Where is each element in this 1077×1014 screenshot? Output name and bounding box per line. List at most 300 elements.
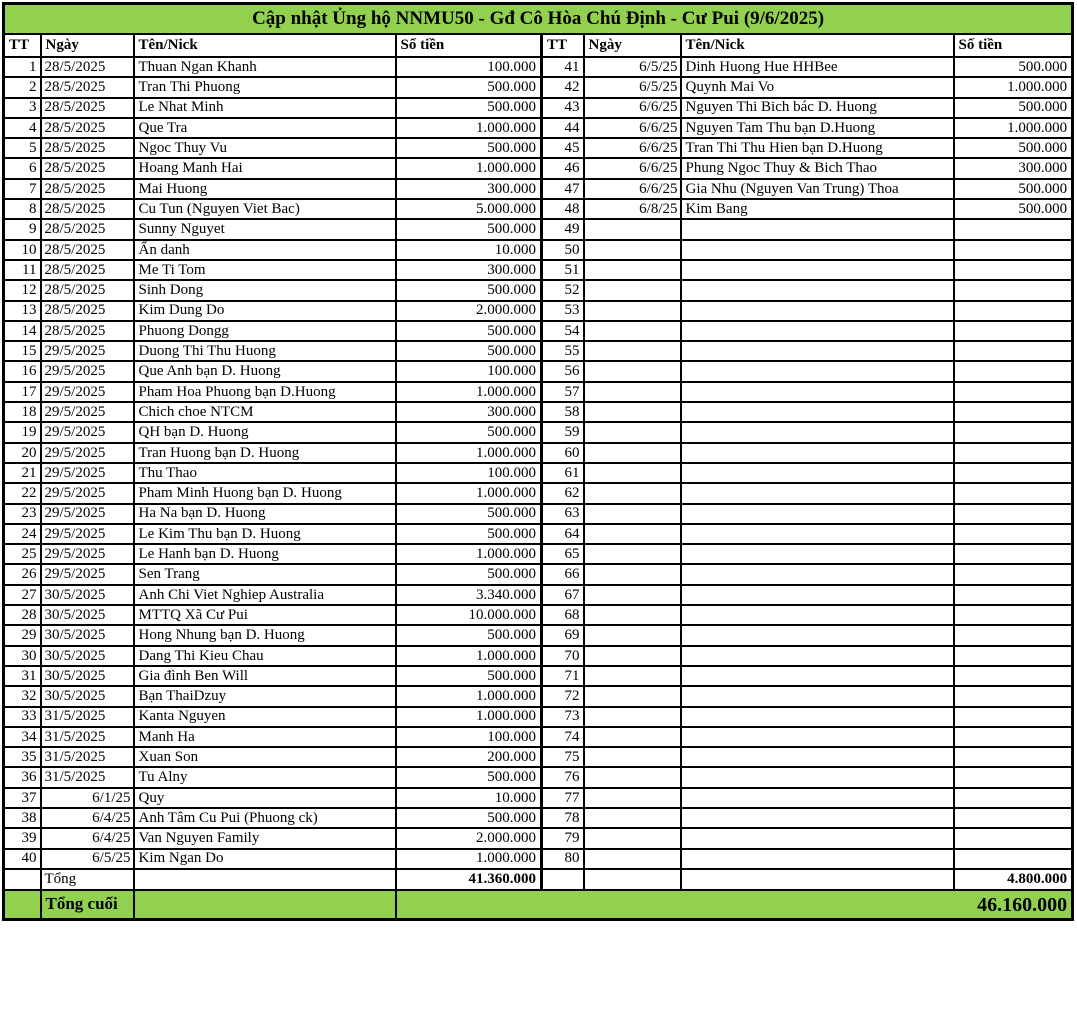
cell-tt: 6 <box>4 158 41 178</box>
cell-amount <box>954 422 1073 442</box>
cell-amount: 500.000 <box>396 138 542 158</box>
cell-date <box>584 544 681 564</box>
cell-tt: 70 <box>542 646 584 666</box>
cell-date: 31/5/2025 <box>41 767 134 787</box>
cell-amount <box>954 219 1073 239</box>
cell-tt: 44 <box>542 118 584 138</box>
cell-amount: 500.000 <box>396 564 542 584</box>
cell-date: 29/5/2025 <box>41 524 134 544</box>
cell-tt: 51 <box>542 260 584 280</box>
cell-date: 6/5/25 <box>584 57 681 77</box>
cell-name: Le Hanh bạn D. Huong <box>134 544 396 564</box>
cell-name: Sen Trang <box>134 564 396 584</box>
cell-date: 29/5/2025 <box>41 544 134 564</box>
cell-tt: 37 <box>4 788 41 808</box>
cell-name: Hong Nhung bạn D. Huong <box>134 625 396 645</box>
cell-name <box>681 483 954 503</box>
cell-name: Phung Ngoc Thuy & Bich Thao <box>681 158 954 178</box>
cell-name <box>681 605 954 625</box>
cell-date: 28/5/2025 <box>41 301 134 321</box>
cell-tt: 71 <box>542 666 584 686</box>
cell-tt: 38 <box>4 808 41 828</box>
cell-amount: 300.000 <box>396 260 542 280</box>
cell-amount: 1.000.000 <box>396 483 542 503</box>
cell-name: Van Nguyen Family <box>134 828 396 848</box>
cell-date: 28/5/2025 <box>41 240 134 260</box>
cell-name <box>681 869 954 890</box>
cell-tt: 33 <box>4 707 41 727</box>
cell-tt: 18 <box>4 402 41 422</box>
cell-tt: 22 <box>4 483 41 503</box>
cell-amount <box>954 828 1073 848</box>
cell-name: Cu Tun (Nguyen Viet Bac) <box>134 199 396 219</box>
cell-tt: 56 <box>542 361 584 381</box>
table-row <box>4 788 1073 808</box>
cell-tt: 21 <box>4 463 41 483</box>
cell-name: Gia Nhu (Nguyen Van Trung) Thoa <box>681 179 954 199</box>
cell-tt: 64 <box>542 524 584 544</box>
cell-amount: 500.000 <box>396 341 542 361</box>
cell-tt: 34 <box>4 727 41 747</box>
cell-tt: 60 <box>542 443 584 463</box>
cell-date <box>584 524 681 544</box>
cell-amount: 10.000.000 <box>396 605 542 625</box>
cell-amount: 500.000 <box>396 321 542 341</box>
header-tt-left: TT <box>4 34 41 57</box>
cell-amount: 500.000 <box>396 422 542 442</box>
cell-amount: 200.000 <box>396 747 542 767</box>
cell-amount <box>954 463 1073 483</box>
table-row <box>4 483 1073 503</box>
cell-amount: 10.000 <box>396 240 542 260</box>
cell-name <box>681 849 954 869</box>
grand-total-row <box>4 890 1073 920</box>
cell-amount: 1.000.000 <box>396 686 542 706</box>
cell-date: 6/6/25 <box>584 98 681 118</box>
header-date-right: Ngày <box>584 34 681 57</box>
cell-amount: 1.000.000 <box>396 158 542 178</box>
cell-tt: 27 <box>4 585 41 605</box>
table-row <box>4 301 1073 321</box>
cell-date <box>584 402 681 422</box>
cell-tt: 26 <box>4 564 41 584</box>
cell-amount: 1.000.000 <box>954 77 1073 97</box>
cell-tt: 29 <box>4 625 41 645</box>
cell-date <box>584 382 681 402</box>
cell-date <box>584 849 681 869</box>
cell-amount <box>954 341 1073 361</box>
table-row <box>4 422 1073 442</box>
table-row <box>4 240 1073 260</box>
cell-tt: 36 <box>4 767 41 787</box>
cell-tt: 65 <box>542 544 584 564</box>
cell-date: 28/5/2025 <box>41 158 134 178</box>
cell-date <box>584 605 681 625</box>
cell-tt: 11 <box>4 260 41 280</box>
cell-name: Le Kim Thu bạn D. Huong <box>134 524 396 544</box>
cell-amount <box>954 382 1073 402</box>
table-row <box>4 158 1073 178</box>
cell-name <box>681 260 954 280</box>
cell-date <box>584 646 681 666</box>
cell-tt: 49 <box>542 219 584 239</box>
cell-name: Anh Chi Viet Nghiep Australia <box>134 585 396 605</box>
cell-tt: 58 <box>542 402 584 422</box>
cell-tt: 78 <box>542 808 584 828</box>
cell-tt: 14 <box>4 321 41 341</box>
cell-name <box>681 585 954 605</box>
cell-name: Kim Ngan Do <box>134 849 396 869</box>
subtotal-row <box>4 869 1073 890</box>
table-row <box>4 463 1073 483</box>
cell-name: Nguyen Tam Thu bạn D.Huong <box>681 118 954 138</box>
cell-name <box>681 625 954 645</box>
cell-date: 28/5/2025 <box>41 138 134 158</box>
cell-amount: 500.000 <box>396 767 542 787</box>
cell-name <box>681 301 954 321</box>
cell-amount: 1.000.000 <box>396 118 542 138</box>
cell-date <box>584 361 681 381</box>
cell-amount <box>954 605 1073 625</box>
cell-tt: 47 <box>542 179 584 199</box>
cell-amount: 100.000 <box>396 463 542 483</box>
cell-tt: 50 <box>542 240 584 260</box>
cell-name <box>134 890 396 920</box>
cell-amount: 1.000.000 <box>396 646 542 666</box>
cell-name <box>681 402 954 422</box>
cell-amount <box>954 260 1073 280</box>
cell-tt <box>4 890 41 920</box>
cell-tt <box>4 869 41 890</box>
cell-tt: 40 <box>4 849 41 869</box>
cell-tt: 77 <box>542 788 584 808</box>
subtotal-right-amount: 4.800.000 <box>954 869 1073 890</box>
cell-amount: 500.000 <box>954 98 1073 118</box>
cell-name: Que Anh bạn D. Huong <box>134 361 396 381</box>
cell-date: 28/5/2025 <box>41 77 134 97</box>
cell-name: Nguyen Thi Bich bác D. Huong <box>681 98 954 118</box>
cell-tt: 42 <box>542 77 584 97</box>
table-row <box>4 443 1073 463</box>
cell-date <box>584 585 681 605</box>
cell-date: 28/5/2025 <box>41 179 134 199</box>
cell-name <box>681 361 954 381</box>
cell-date: 29/5/2025 <box>41 564 134 584</box>
cell-tt: 1 <box>4 57 41 77</box>
cell-name <box>681 666 954 686</box>
cell-date: 6/4/25 <box>41 808 134 828</box>
cell-tt: 61 <box>542 463 584 483</box>
cell-name: MTTQ Xã Cư Pui <box>134 605 396 625</box>
page-title: Cập nhật Ủng hộ NNMU50 - Gđ Cô Hòa Chú Định - Cư Pui (9/6/2025) <box>4 4 1073 35</box>
cell-amount: 2.000.000 <box>396 828 542 848</box>
table-row <box>4 280 1073 300</box>
cell-name: Pham Minh Huong bạn D. Huong <box>134 483 396 503</box>
cell-name: Tu Alny <box>134 767 396 787</box>
cell-date: 30/5/2025 <box>41 585 134 605</box>
cell-date: 29/5/2025 <box>41 443 134 463</box>
cell-amount: 500.000 <box>396 219 542 239</box>
cell-tt: 48 <box>542 199 584 219</box>
cell-tt <box>542 869 584 890</box>
cell-date: 29/5/2025 <box>41 422 134 442</box>
table-row <box>4 219 1073 239</box>
cell-amount <box>954 585 1073 605</box>
cell-date: 30/5/2025 <box>41 686 134 706</box>
cell-date: 6/4/25 <box>41 828 134 848</box>
table-row <box>4 707 1073 727</box>
cell-tt: 35 <box>4 747 41 767</box>
table-row <box>4 504 1073 524</box>
cell-name: Quynh Mai Vo <box>681 77 954 97</box>
cell-tt: 75 <box>542 747 584 767</box>
cell-date: 29/5/2025 <box>41 402 134 422</box>
cell-name <box>681 727 954 747</box>
cell-date: 29/5/2025 <box>41 361 134 381</box>
cell-name <box>681 828 954 848</box>
cell-tt: 16 <box>4 361 41 381</box>
cell-tt: 67 <box>542 585 584 605</box>
cell-tt: 30 <box>4 646 41 666</box>
cell-date <box>584 808 681 828</box>
cell-name <box>681 382 954 402</box>
cell-name: Tran Thi Thu Hien bạn D.Huong <box>681 138 954 158</box>
cell-amount: 100.000 <box>396 361 542 381</box>
cell-date <box>584 219 681 239</box>
cell-amount: 500.000 <box>396 524 542 544</box>
cell-tt: 76 <box>542 767 584 787</box>
cell-amount: 1.000.000 <box>396 849 542 869</box>
cell-name: Chich choe NTCM <box>134 402 396 422</box>
cell-tt: 24 <box>4 524 41 544</box>
cell-amount <box>954 849 1073 869</box>
table-row <box>4 98 1073 118</box>
cell-date: 28/5/2025 <box>41 321 134 341</box>
cell-amount: 100.000 <box>396 727 542 747</box>
cell-date: 29/5/2025 <box>41 483 134 503</box>
cell-amount <box>954 240 1073 260</box>
table-row <box>4 260 1073 280</box>
cell-date: 28/5/2025 <box>41 98 134 118</box>
cell-name <box>681 747 954 767</box>
cell-tt: 63 <box>542 504 584 524</box>
cell-name <box>681 422 954 442</box>
cell-name <box>681 219 954 239</box>
cell-amount: 1.000.000 <box>396 707 542 727</box>
cell-name: Bạn ThaiDzuy <box>134 686 396 706</box>
cell-amount <box>954 686 1073 706</box>
cell-date <box>584 625 681 645</box>
cell-tt: 9 <box>4 219 41 239</box>
table-row <box>4 828 1073 848</box>
cell-date: 6/6/25 <box>584 118 681 138</box>
cell-date: 29/5/2025 <box>41 504 134 524</box>
cell-amount: 500.000 <box>954 138 1073 158</box>
header-tt-right: TT <box>542 34 584 57</box>
header-amount-left: Số tiền <box>396 34 542 57</box>
cell-name: Anh Tâm Cu Pui (Phuong ck) <box>134 808 396 828</box>
cell-amount <box>954 361 1073 381</box>
cell-tt: 53 <box>542 301 584 321</box>
cell-date <box>584 280 681 300</box>
cell-tt: 19 <box>4 422 41 442</box>
cell-tt: 3 <box>4 98 41 118</box>
cell-name <box>681 321 954 341</box>
cell-date: 28/5/2025 <box>41 219 134 239</box>
cell-amount <box>954 808 1073 828</box>
table-row <box>4 686 1073 706</box>
cell-amount: 500.000 <box>954 57 1073 77</box>
header-amount-right: Số tiền <box>954 34 1073 57</box>
cell-tt: 59 <box>542 422 584 442</box>
cell-date <box>584 707 681 727</box>
table-row <box>4 321 1073 341</box>
cell-amount: 10.000 <box>396 788 542 808</box>
cell-name: Sunny Nguyet <box>134 219 396 239</box>
cell-amount: 500.000 <box>396 625 542 645</box>
cell-tt: 12 <box>4 280 41 300</box>
cell-date: 6/8/25 <box>584 199 681 219</box>
cell-date <box>584 463 681 483</box>
cell-tt: 7 <box>4 179 41 199</box>
cell-amount <box>954 544 1073 564</box>
table-body <box>4 57 1073 869</box>
cell-name: Me Ti Tom <box>134 260 396 280</box>
cell-tt: 32 <box>4 686 41 706</box>
subtotal-label: Tổng <box>41 869 134 890</box>
table-row <box>4 77 1073 97</box>
cell-amount: 300.000 <box>396 179 542 199</box>
cell-tt: 66 <box>542 564 584 584</box>
table-row <box>4 544 1073 564</box>
cell-amount: 500.000 <box>396 666 542 686</box>
cell-date: 30/5/2025 <box>41 605 134 625</box>
cell-tt: 20 <box>4 443 41 463</box>
cell-name: Tran Thi Phuong <box>134 77 396 97</box>
cell-date <box>584 504 681 524</box>
cell-name <box>681 280 954 300</box>
cell-name: Hoang Manh Hai <box>134 158 396 178</box>
table-row <box>4 57 1073 77</box>
cell-name <box>681 564 954 584</box>
table-row <box>4 361 1073 381</box>
table-row <box>4 646 1073 666</box>
cell-date <box>584 443 681 463</box>
cell-tt: 41 <box>542 57 584 77</box>
cell-amount: 300.000 <box>954 158 1073 178</box>
cell-date: 31/5/2025 <box>41 707 134 727</box>
grand-total-amount: 46.160.000 <box>396 890 1073 920</box>
cell-amount <box>954 625 1073 645</box>
cell-amount <box>954 564 1073 584</box>
cell-date <box>584 564 681 584</box>
table-row <box>4 382 1073 402</box>
table-row <box>4 849 1073 869</box>
cell-date: 28/5/2025 <box>41 280 134 300</box>
cell-name: Gia đình Ben Will <box>134 666 396 686</box>
cell-date <box>584 240 681 260</box>
cell-date: 6/6/25 <box>584 138 681 158</box>
column-header-row <box>4 34 1073 57</box>
cell-date: 31/5/2025 <box>41 727 134 747</box>
cell-tt: 62 <box>542 483 584 503</box>
cell-amount <box>954 483 1073 503</box>
cell-date: 28/5/2025 <box>41 260 134 280</box>
cell-amount <box>954 727 1073 747</box>
cell-tt: 55 <box>542 341 584 361</box>
cell-amount <box>954 524 1073 544</box>
cell-amount <box>954 504 1073 524</box>
cell-amount <box>954 646 1073 666</box>
cell-name <box>681 788 954 808</box>
cell-name <box>681 504 954 524</box>
cell-name: Ha Na bạn D. Huong <box>134 504 396 524</box>
cell-amount: 100.000 <box>396 57 542 77</box>
cell-tt: 31 <box>4 666 41 686</box>
cell-name: Quy <box>134 788 396 808</box>
cell-name <box>681 808 954 828</box>
cell-name <box>681 767 954 787</box>
cell-date <box>584 686 681 706</box>
cell-date: 31/5/2025 <box>41 747 134 767</box>
cell-amount <box>954 280 1073 300</box>
cell-amount: 500.000 <box>396 808 542 828</box>
cell-name <box>681 686 954 706</box>
cell-tt: 72 <box>542 686 584 706</box>
cell-name: Pham Hoa Phuong bạn D.Huong <box>134 382 396 402</box>
table-row <box>4 727 1073 747</box>
cell-tt: 10 <box>4 240 41 260</box>
header-name-left: Tên/Nick <box>134 34 396 57</box>
cell-name: Xuan Son <box>134 747 396 767</box>
cell-date <box>584 260 681 280</box>
cell-tt: 54 <box>542 321 584 341</box>
grand-total-label: Tổng cuối <box>41 890 134 920</box>
cell-date: 6/6/25 <box>584 179 681 199</box>
cell-amount: 1.000.000 <box>396 382 542 402</box>
cell-tt: 28 <box>4 605 41 625</box>
cell-name: Thuan Ngan Khanh <box>134 57 396 77</box>
cell-date: 30/5/2025 <box>41 666 134 686</box>
table-row <box>4 666 1073 686</box>
cell-tt: 80 <box>542 849 584 869</box>
cell-amount <box>954 402 1073 422</box>
cell-amount <box>954 321 1073 341</box>
cell-amount: 1.000.000 <box>954 118 1073 138</box>
cell-name: Phuong Dongg <box>134 321 396 341</box>
cell-date <box>584 341 681 361</box>
cell-name: Kim Dung Do <box>134 301 396 321</box>
cell-amount: 1.000.000 <box>396 443 542 463</box>
cell-tt: 46 <box>542 158 584 178</box>
cell-date <box>584 828 681 848</box>
cell-name: QH bạn D. Huong <box>134 422 396 442</box>
table-row <box>4 179 1073 199</box>
cell-tt: 23 <box>4 504 41 524</box>
cell-amount: 500.000 <box>396 280 542 300</box>
table-row <box>4 564 1073 584</box>
table-row <box>4 138 1073 158</box>
cell-date: 28/5/2025 <box>41 118 134 138</box>
cell-tt: 39 <box>4 828 41 848</box>
subtotal-left-amount: 41.360.000 <box>396 869 542 890</box>
cell-date: 29/5/2025 <box>41 382 134 402</box>
cell-amount: 2.000.000 <box>396 301 542 321</box>
cell-name <box>681 341 954 361</box>
cell-name <box>681 646 954 666</box>
cell-date <box>584 747 681 767</box>
cell-date <box>584 767 681 787</box>
